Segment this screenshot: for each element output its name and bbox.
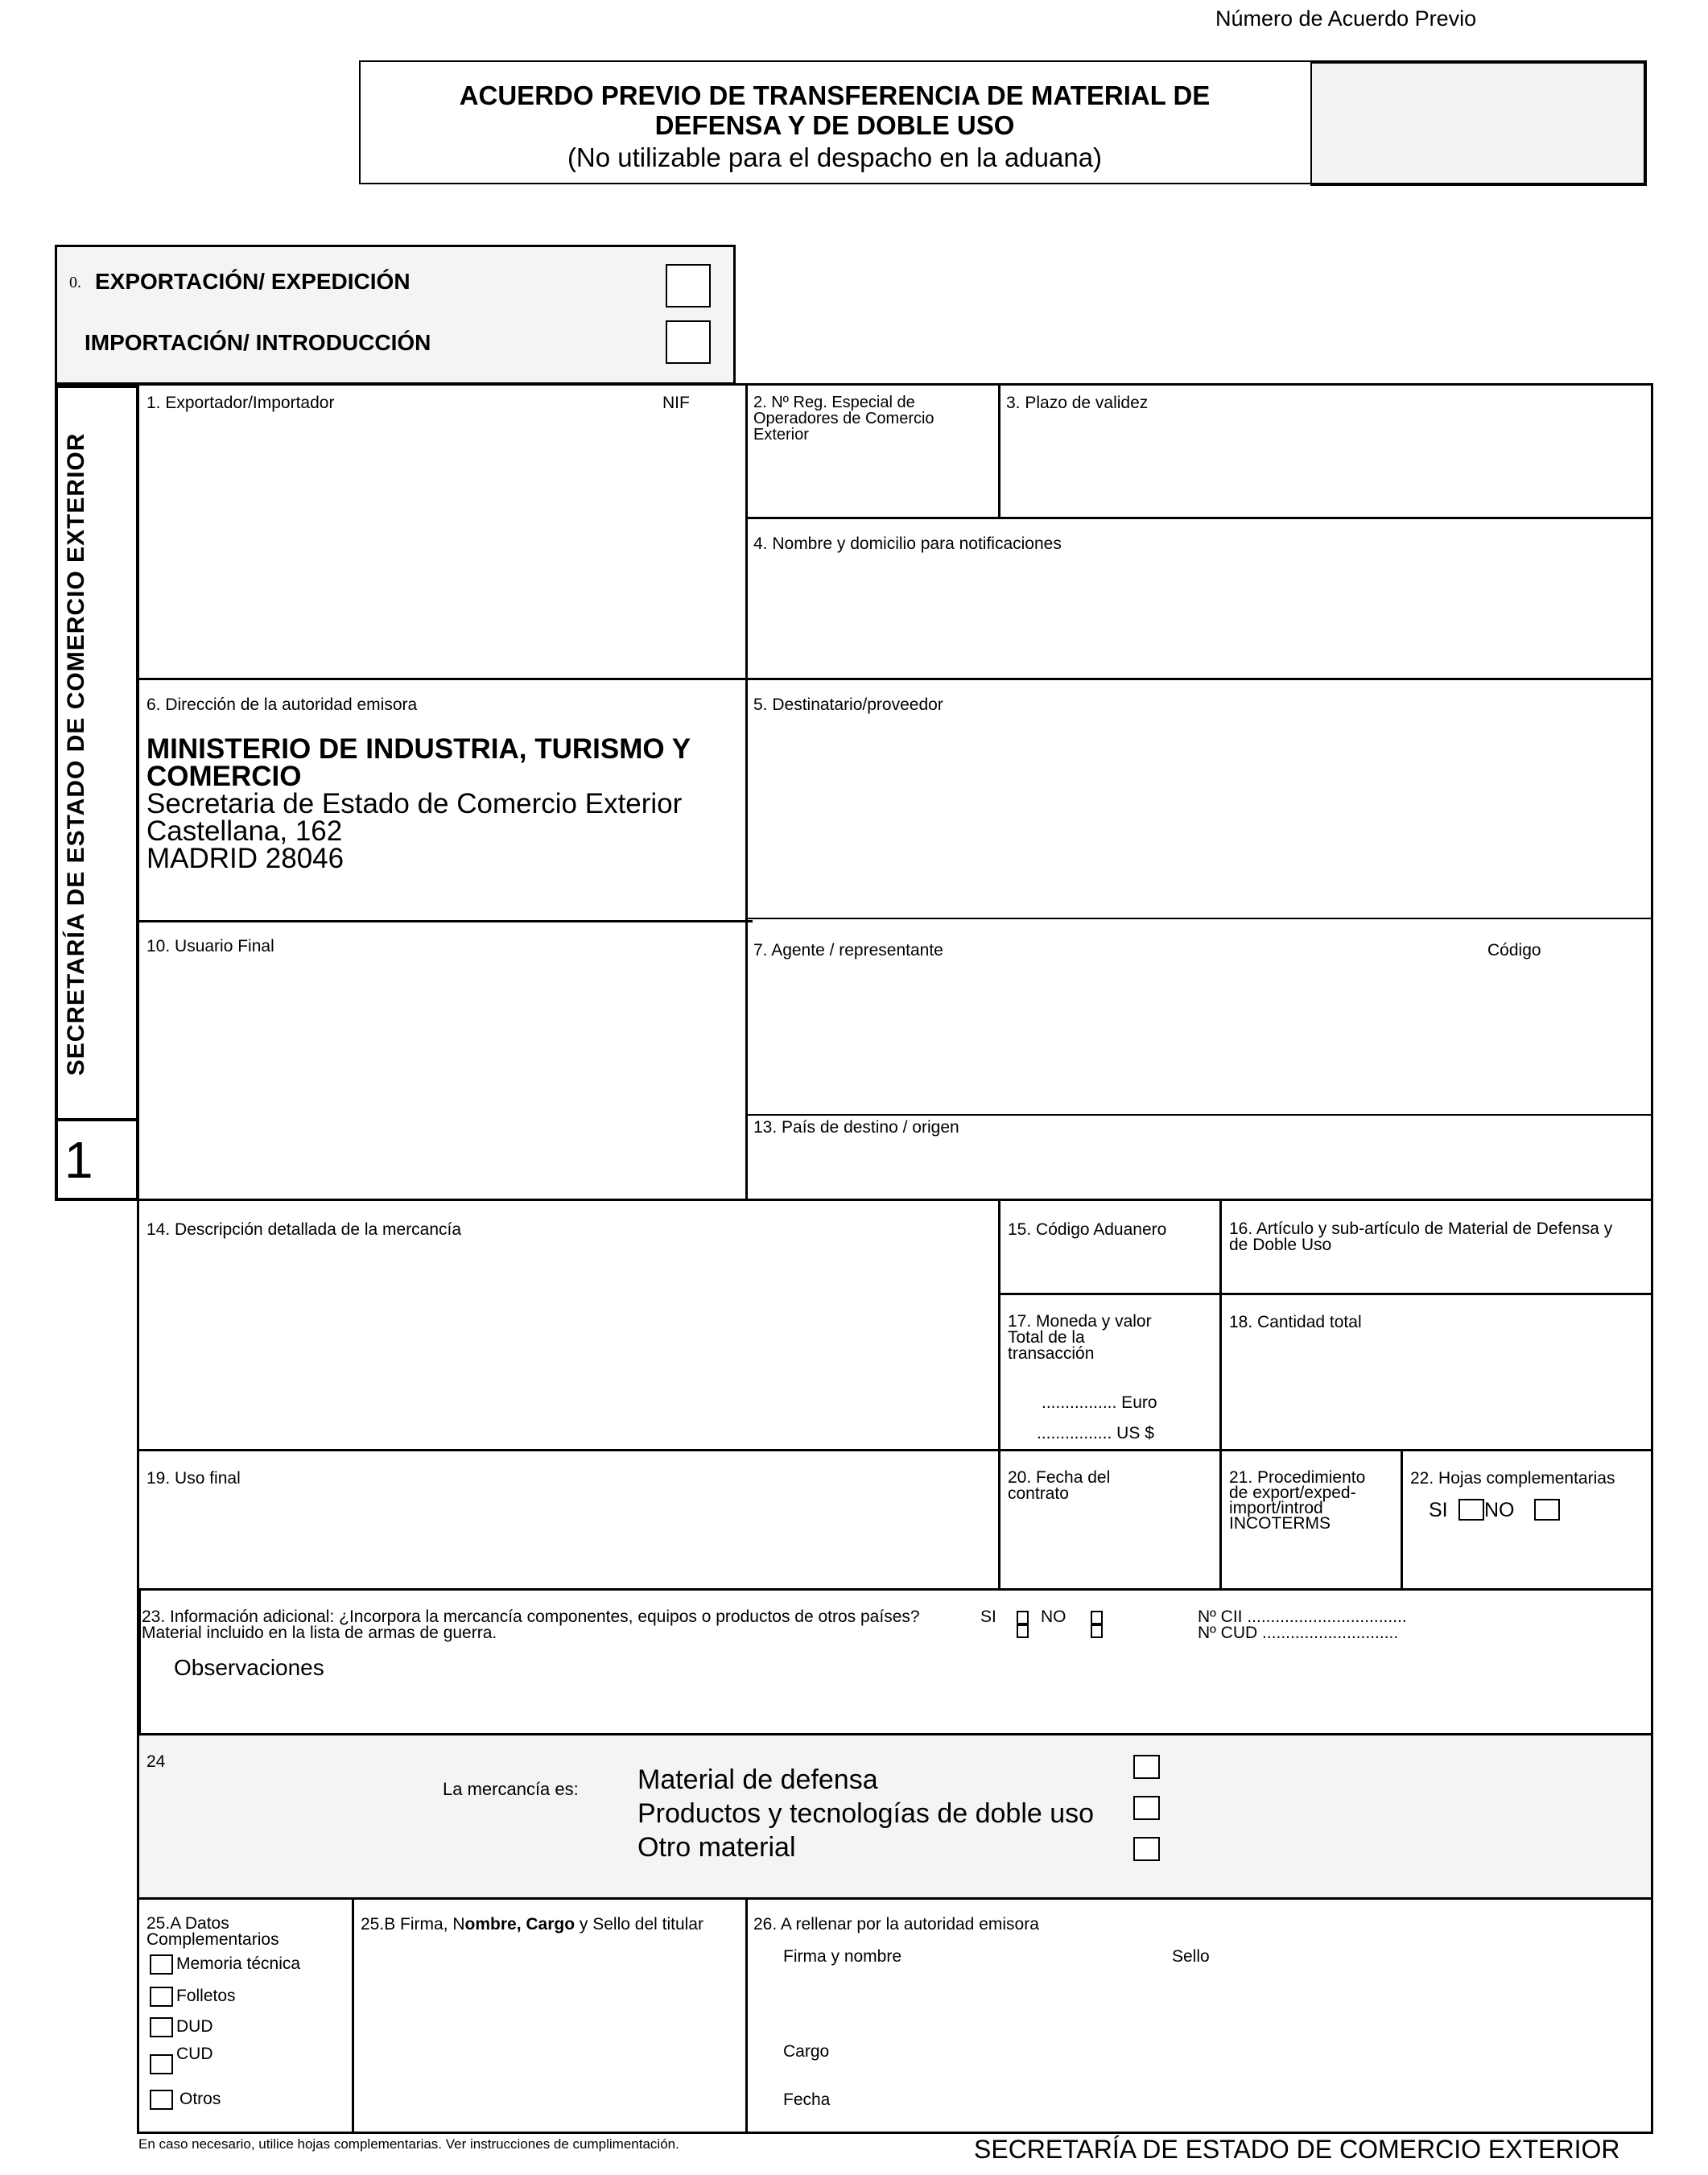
copy-number: 1 xyxy=(64,1131,93,1189)
field-7-code-label: Código xyxy=(1487,941,1541,960)
dud-checkbox[interactable] xyxy=(150,2017,173,2037)
complementary-item-folletos[interactable] xyxy=(150,1987,236,2007)
info-23-no-checkbox-bottom[interactable] xyxy=(1091,1624,1103,1638)
info-23-si-label: SI xyxy=(980,1608,996,1626)
info-23-si-checkbox-top[interactable] xyxy=(1017,1611,1029,1624)
field-20-label: 20. Fecha del contrato xyxy=(1008,1468,1111,1503)
box-24-number: 24 xyxy=(146,1752,166,1771)
field-7-label: 7. Agente / representante xyxy=(753,941,943,960)
complementary-item-dud[interactable] xyxy=(150,2017,213,2037)
authority-address xyxy=(146,790,682,873)
memoria-label: Memoria técnica xyxy=(176,1954,301,1974)
agreement-number-field[interactable] xyxy=(1310,60,1647,186)
field-17-euro: ................ Euro xyxy=(1042,1393,1157,1412)
form-subtitle: (No utilizable para el despacho en la aduana) xyxy=(567,142,1103,172)
folletos-checkbox[interactable] xyxy=(150,1987,173,2007)
field-19-label: 19. Uso final xyxy=(146,1469,241,1488)
field-1-label: 1. Exportador/Importador xyxy=(146,394,335,412)
otros-label: Otros xyxy=(179,2090,221,2109)
goods-type-defense-checkbox[interactable] xyxy=(1133,1755,1160,1779)
box-26-title: 26. A rellenar por la autoridad emisora xyxy=(753,1915,1039,1934)
direction-number: 0. xyxy=(69,274,81,291)
info-23-no-label: NO xyxy=(1041,1608,1066,1626)
info-23-line1: 23. Información adicional: ¿Incorpora la mercancía componentes, equipos o productos de otros países? xyxy=(142,1608,920,1626)
box-25b-suffix: y Sello del titular xyxy=(575,1915,703,1934)
field-15-label: 15. Código Aduanero xyxy=(1008,1220,1167,1239)
field-2-label: 2. Nº Reg. Especial de Operadores de Comercio Exterior xyxy=(753,394,934,444)
export-checkbox[interactable] xyxy=(666,264,711,307)
import-checkbox[interactable] xyxy=(666,320,711,364)
box-24-intro: La mercancía es: xyxy=(443,1779,579,1799)
goods-type-option-dual-use: Productos y tecnologías de doble uso xyxy=(637,1798,1095,1829)
field-6-label: 6. Dirección de la autoridad emisora xyxy=(146,695,418,714)
field-14-label: 14. Descripción detallada de la mercancía xyxy=(146,1220,462,1239)
agreement-number-label: Número de Acuerdo Previo xyxy=(1215,6,1477,31)
field-18-label: 18. Cantidad total xyxy=(1229,1313,1362,1331)
field-17-usd: ................ US $ xyxy=(1037,1424,1154,1442)
otros-checkbox[interactable] xyxy=(150,2090,173,2110)
authority-address-line1: Secretaria de Estado de Comercio Exterior xyxy=(146,788,683,819)
box-25b-prefix: 25.B Firma, N xyxy=(361,1915,465,1934)
goods-type-other-checkbox[interactable] xyxy=(1133,1837,1160,1861)
info-23-cud: Nº CUD ............................. xyxy=(1198,1624,1399,1642)
goods-type-option-other: Otro material xyxy=(637,1832,796,1863)
authority-name xyxy=(146,733,691,792)
form-title-line1: ACUERDO PREVIO DE TRANSFERENCIA DE MATERIAL DE xyxy=(459,80,1211,110)
export-label: EXPORTACIÓN/ EXPEDICIÓN xyxy=(95,269,410,294)
field-22-no-checkbox[interactable] xyxy=(1534,1499,1560,1521)
form-title-line2: DEFENSA Y DE DOBLE USO xyxy=(654,110,1015,140)
footer-office: SECRETARÍA DE ESTADO DE COMERCIO EXTERIOR xyxy=(974,2135,1620,2164)
box-26-fecha-label: Fecha xyxy=(783,2090,831,2109)
field-5-label: 5. Destinatario/proveedor xyxy=(753,695,943,714)
box-26-sello-label: Sello xyxy=(1172,1947,1210,1966)
field-21-label: 21. Procedimiento de export/exped- import/introd INCOTERMS xyxy=(1229,1468,1366,1533)
complementary-item-memoria[interactable] xyxy=(150,1954,300,1975)
cud-checkbox[interactable] xyxy=(150,2054,173,2074)
authority-name-line2: COMERCIO xyxy=(146,761,302,792)
field-16-label: 16. Artículo y sub-artículo de Material de Defensa y de Doble Uso xyxy=(1229,1220,1613,1254)
box-26-cargo-label: Cargo xyxy=(783,2042,830,2061)
info-23-si-checkbox-bottom[interactable] xyxy=(1017,1624,1029,1638)
box-26-firma-label: Firma y nombre xyxy=(783,1947,902,1966)
field-22-label: 22. Hojas complementarias xyxy=(1410,1469,1615,1488)
field-22-si-checkbox[interactable] xyxy=(1458,1499,1484,1521)
info-23-cii: Nº CII .................................. xyxy=(1198,1608,1407,1626)
info-23-line2: Material incluido en la lista de armas de guerra. xyxy=(142,1624,497,1642)
goods-type-option-defense: Material de defensa xyxy=(637,1764,878,1795)
field-10-label: 10. Usuario Final xyxy=(146,937,274,955)
direction-box xyxy=(55,245,736,385)
form-title xyxy=(359,80,1310,140)
field-17-label: 17. Moneda y valor Total de la transacción xyxy=(1008,1312,1152,1363)
import-label: IMPORTACIÓN/ INTRODUCCIÓN xyxy=(85,330,431,355)
footer-note: En caso necesario, utilice hojas complementarias. Ver instrucciones de cumplimentación. xyxy=(138,2136,679,2152)
authority-address-line2: Castellana, 162 xyxy=(146,815,343,847)
complementary-item-otros[interactable] xyxy=(150,2090,221,2110)
side-vertical-text xyxy=(63,384,95,1125)
box-25b-title xyxy=(361,1916,703,1933)
field-22-no-label: NO xyxy=(1484,1499,1515,1521)
info-23-no-checkbox-top[interactable] xyxy=(1091,1611,1103,1624)
side-vertical-label: SECRETARÍA DE ESTADO DE COMERCIO EXTERIOR xyxy=(63,432,89,1076)
field-3-label: 3. Plazo de validez xyxy=(1006,394,1149,412)
field-4-label: 4. Nombre y domicilio para notificaciones xyxy=(753,534,1062,553)
dud-label: DUD xyxy=(176,2017,213,2037)
field-22-si-label: SI xyxy=(1429,1499,1448,1521)
complementary-item-cud[interactable] xyxy=(150,2045,213,2074)
folletos-label: Folletos xyxy=(176,1987,236,2006)
field-13-label: 13. País de destino / origen xyxy=(753,1118,959,1137)
memoria-checkbox[interactable] xyxy=(150,1954,173,1975)
cud-label: CUD xyxy=(176,2045,213,2064)
authority-address-line3: MADRID 28046 xyxy=(146,843,344,874)
box-25b-bold: ombre, Cargo xyxy=(464,1915,576,1934)
field-1-nif-label: NIF xyxy=(662,394,690,412)
authority-name-line1: MINISTERIO DE INDUSTRIA, TURISMO Y xyxy=(146,733,691,765)
box-25a-title: 25.A Datos Complementarios xyxy=(146,1914,279,1949)
goods-type-dual-use-checkbox[interactable] xyxy=(1133,1796,1160,1820)
observaciones-label: Observaciones xyxy=(174,1655,324,1680)
